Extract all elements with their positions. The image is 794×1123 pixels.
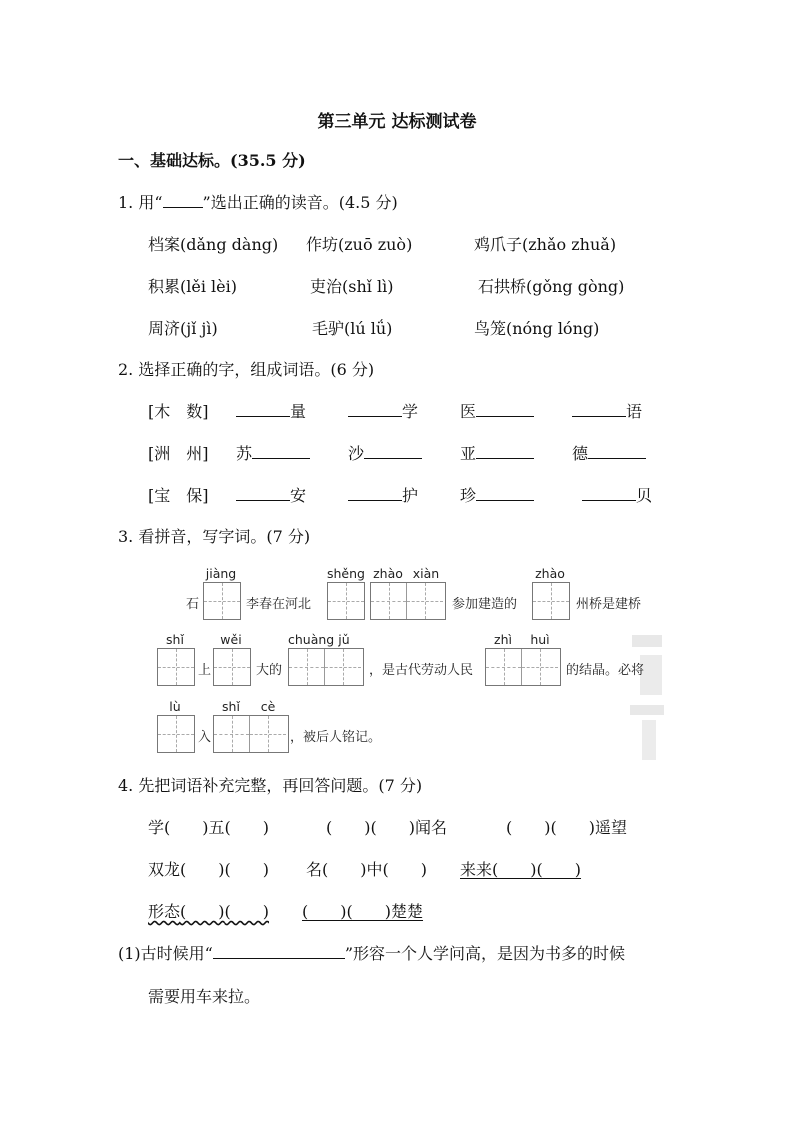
q4-word: 名( )中( ) — [306, 860, 427, 879]
q2-answer — [348, 441, 422, 464]
q2-char: 苏 — [236, 444, 253, 463]
q4-word-underlined — [460, 857, 581, 880]
q2-answer — [572, 399, 642, 422]
q2-char: 量 — [290, 402, 307, 421]
q2-row — [148, 483, 209, 506]
page-title: 第三单元 达标测试卷 — [317, 112, 477, 132]
q2-answer — [236, 399, 306, 422]
q1-item: 石拱桥(gǒng gòng) — [478, 277, 625, 296]
writing-box[interactable] — [157, 715, 195, 753]
q3-text: 大的 — [256, 663, 283, 678]
q3-text: 李春在河北 — [246, 597, 312, 612]
question-2-prompt — [118, 357, 374, 380]
q2-blank[interactable] — [582, 486, 636, 501]
q3-prompt: 看拼音，写字词。(7 分) — [138, 527, 311, 546]
q4-word-wavy — [148, 899, 269, 922]
q2-char: 护 — [402, 486, 419, 505]
watermark-glyph-icon — [622, 615, 672, 765]
q4-word-part: 来来 — [460, 860, 493, 879]
q1-item: 周济(jǐ jì) — [148, 319, 218, 338]
q1-prompt-b: ”选出正确的读音。(4.5 分) — [202, 193, 398, 212]
q2-number: 2. — [118, 360, 134, 379]
q3-text: ，是古代劳动人民 — [369, 663, 474, 678]
pinyin: xiàn — [412, 566, 440, 581]
q2-blank[interactable] — [476, 486, 534, 501]
q2-blank[interactable] — [236, 402, 290, 417]
q3-text: 入 — [198, 730, 212, 745]
watermark — [622, 615, 672, 765]
writing-box[interactable] — [213, 715, 289, 753]
pinyin: shǐ — [222, 699, 240, 714]
q2-prompt: 选择正确的字，组成词语。(6 分) — [138, 360, 375, 379]
q4-sub1-blank[interactable] — [213, 944, 345, 959]
q2-row — [148, 441, 209, 464]
q4-word: 学( )五( ) — [148, 818, 269, 837]
q4-fill-blank[interactable]: ( ) — [224, 902, 270, 921]
pinyin: zhì — [494, 632, 512, 647]
q3-text: 的结晶。必将 — [566, 663, 645, 678]
writing-box[interactable] — [213, 648, 251, 686]
q1-prompt-a: 用“ — [138, 193, 163, 212]
q2-char: 医 — [460, 402, 477, 421]
q2-choice: [洲 州] — [148, 444, 209, 463]
writing-box[interactable] — [288, 648, 364, 686]
q2-answer — [582, 483, 652, 506]
q4-word-underlined — [302, 899, 423, 922]
q3-text: 参加建造的 — [452, 597, 518, 612]
q2-answer — [236, 483, 306, 506]
q2-char: 语 — [626, 402, 643, 421]
q2-answer — [460, 441, 534, 464]
pinyin: cè — [260, 699, 276, 714]
q4-number: 4. — [118, 776, 134, 795]
pinyin: huì — [530, 632, 550, 647]
pinyin: lù — [169, 699, 181, 714]
q2-choice: [木 数] — [148, 402, 209, 421]
pinyin: zhào — [535, 566, 565, 581]
q4-fill-blank[interactable]: ( ) — [302, 902, 347, 921]
q4-fill-blank[interactable]: ( ) — [346, 902, 391, 921]
q4-fill-blank[interactable]: ( ) — [536, 860, 582, 879]
q3-text: 上 — [198, 663, 212, 678]
writing-box[interactable] — [485, 648, 561, 686]
q4-sub1-text-a: (1)古时候用“ — [118, 944, 213, 963]
question-1-prompt — [118, 190, 398, 213]
writing-box[interactable] — [327, 582, 365, 620]
q2-blank[interactable] — [348, 402, 402, 417]
q2-blank[interactable] — [364, 444, 422, 459]
q1-item: 档案(dǎng dàng) — [148, 235, 279, 254]
q2-blank[interactable] — [476, 444, 534, 459]
q4-word-part: 楚楚 — [391, 902, 424, 921]
q4-word: ( )( )闻名 — [326, 818, 447, 837]
q2-choice: [宝 保] — [148, 486, 209, 505]
q2-blank[interactable] — [236, 486, 290, 501]
q2-blank[interactable] — [348, 486, 402, 501]
q4-sub1-text-b: ”形容一个人学问高，是因为书多的时候 — [344, 944, 626, 963]
writing-box[interactable] — [370, 582, 446, 620]
q3-text: 石 — [186, 597, 200, 612]
q2-blank[interactable] — [572, 402, 626, 417]
pinyin: shěng — [327, 566, 365, 581]
q4-prompt: 先把词语补充完整，再回答问题。(7 分) — [138, 776, 423, 795]
q4-fill-blank[interactable]: ( ) — [180, 902, 225, 921]
pinyin: jǔ — [338, 632, 350, 647]
pinyin: wěi — [220, 632, 242, 647]
writing-box[interactable] — [532, 582, 570, 620]
q3-text: ，被后人铭记。 — [290, 730, 382, 745]
q2-char: 珍 — [460, 486, 477, 505]
pinyin: zhào — [373, 566, 403, 581]
q4-word: 双龙( )( ) — [148, 860, 269, 879]
q1-item: 鸡爪子(zhǎo zhuǎ) — [474, 235, 617, 254]
q1-item: 作坊(zuō zuò) — [306, 235, 413, 254]
section-heading: 一、基础达标。(35.5 分) — [118, 151, 306, 170]
q2-answer — [236, 441, 310, 464]
question-3-prompt — [118, 524, 310, 547]
q3-number: 3. — [118, 527, 134, 546]
writing-box[interactable] — [203, 582, 241, 620]
q2-char: 德 — [572, 444, 589, 463]
q4-word-part: 形态 — [148, 902, 181, 921]
q2-answer — [348, 399, 418, 422]
question-4-prompt — [118, 773, 422, 796]
pinyin: shǐ — [166, 632, 184, 647]
q2-char: 学 — [402, 402, 419, 421]
q2-char: 安 — [290, 486, 307, 505]
q2-blank[interactable] — [476, 402, 534, 417]
q1-item: 吏治(shǐ lì) — [310, 277, 394, 296]
q2-answer — [460, 399, 534, 422]
q4-fill-blank[interactable]: ( ) — [492, 860, 537, 879]
q1-item: 毛驴(lú lǘ) — [312, 319, 393, 338]
writing-box[interactable] — [157, 648, 195, 686]
q2-blank[interactable] — [588, 444, 646, 459]
q2-blank[interactable] — [252, 444, 310, 459]
q4-sub1-continued: 需要用车来拉。 — [148, 987, 261, 1006]
q2-row — [148, 399, 209, 422]
q4-subquestion-1 — [118, 941, 625, 964]
q1-item: 鸟笼(nóng lóng) — [474, 319, 600, 338]
q3-text: 州桥是建桥 — [576, 597, 642, 612]
q2-answer — [348, 483, 418, 506]
q2-answer — [572, 441, 646, 464]
q2-answer — [460, 483, 534, 506]
q2-char: 沙 — [348, 444, 365, 463]
pinyin: jiàng — [205, 566, 237, 581]
pinyin: chuàng — [288, 632, 335, 647]
q2-char: 亚 — [460, 444, 477, 463]
q2-char: 贝 — [636, 486, 653, 505]
q4-word: ( )( )遥望 — [506, 818, 627, 837]
q1-number: 1. — [118, 193, 134, 212]
q1-item: 积累(lěi lèi) — [148, 277, 237, 296]
q1-blank[interactable] — [163, 193, 203, 208]
